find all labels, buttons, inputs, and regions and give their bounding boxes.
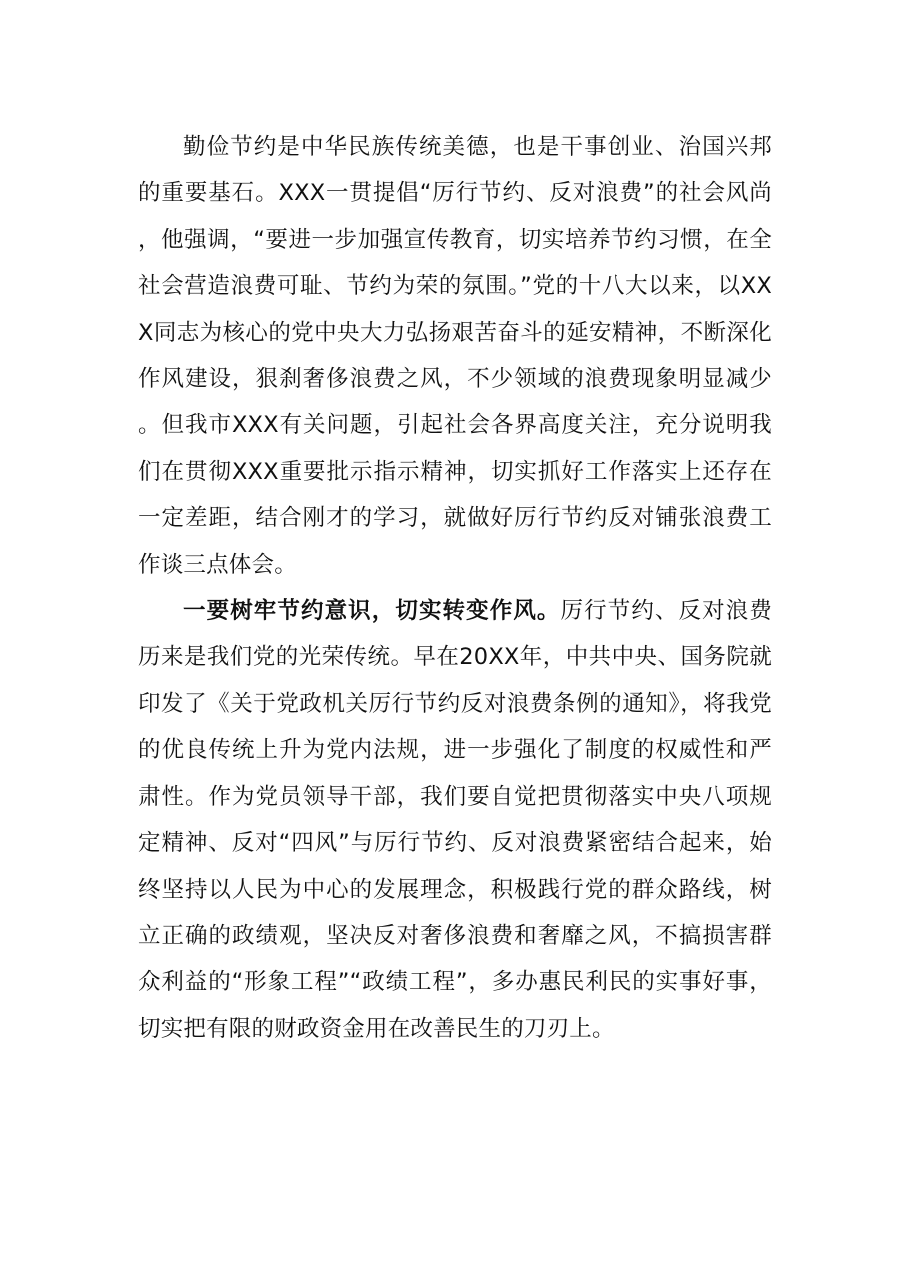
- paragraph-intro-text: 勤俭节约是中华民族传统美德，也是干事创业、治国兴邦的重要基石。XXX一贯提倡“厉行节约、反对浪费”的社会风尚，他强调，“要进一步加强宣传教育，切实培养节约习惯，在全社会营造浪费可耻、节约为荣的氛围。”党的十八大以来，以XXX同志为核心的党中央大力弘扬艰苦奋斗的延安精神，不断深化作风建设，狠刹奢侈浪费之风，不少领域的浪费现象明显减少。但我市XXX有关问题，引起社会各界高度关注，充分说明我们在贯彻XXX重要批示指示精神，切实抓好工作落实上还存在一定差距，结合刚才的学习，就做好厉行节约反对铺张浪费工作谈三点体会。: [138, 134, 772, 578]
- document-body: [138, 124, 772, 1052]
- paragraph-point-one: [138, 588, 772, 1052]
- paragraph-point-one-text: 厉行节约、反对浪费历来是我们党的光荣传统。早在20XX年，中共中央、国务院就印发了《关于党政机关厉行节约反对浪费条例的通知》，将我党的优良传统上升为党内法规，进一步强化了制度的权威性和严肃性。作为党员领导干部，我们要自觉把贯彻落实中央八项规定精神、反对“四风”与厉行节约、反对浪费紧密结合起来，始终坚持以人民为中心的发展理念，积极践行党的群众路线，树立正确的政绩观，坚决反对奢侈浪费和奢靡之风，不搞损害群众利益的“形象工程”“政绩工程”，多办惠民利民的实事好事，切实把有限的财政资金用在改善民生的刀刃上。: [138, 598, 772, 1042]
- paragraph-point-one-heading: 一要树牢节约意识，切实转变作风。: [183, 598, 561, 625]
- paragraph-intro: [138, 124, 772, 588]
